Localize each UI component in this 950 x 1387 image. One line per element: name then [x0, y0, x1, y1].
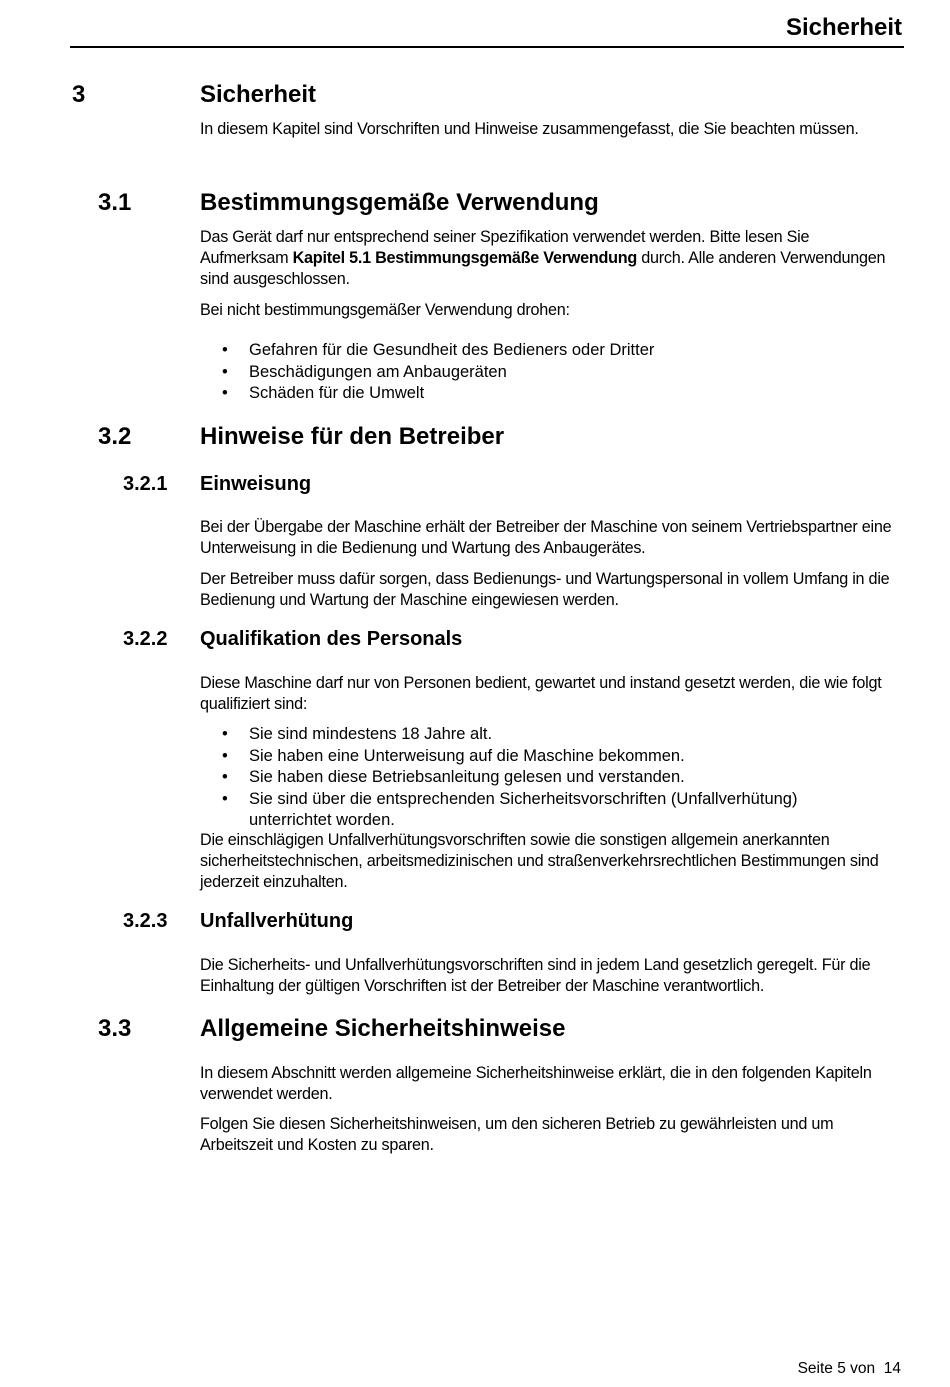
text-run: durch. Alle anderen Verwendungen sind ausgeschlossen.	[200, 248, 886, 288]
section-3-2-1-number: 3.2.1	[123, 473, 168, 495]
page-number: Seite 5 von 14	[797, 1360, 901, 1377]
section-3-2-2-title: Qualifikation des Personals	[200, 628, 463, 650]
bullet-icon: •	[222, 746, 228, 765]
list-item	[200, 362, 900, 384]
text-run: Das Gerät darf nur entsprechend seiner Spezifikation verwendet werden. Bitte lesen Sie Aufmerksam	[200, 228, 810, 267]
section-3-3-title: Allgemeine Sicherheitshinweise	[200, 1015, 566, 1042]
section-3-3-paragraph-2: Folgen Sie diesen Sicherheitshinweisen, um den sicheren Betrieb zu gewährleisten und um Arbeitszeit und Kosten zu sparen.	[200, 1115, 834, 1154]
section-3-1-list	[200, 340, 900, 405]
section-3-2-2-paragraph-2: Die einschlägigen Unfallverhütungsvorschriften sowie die sonstigen allgemein anerkannten sicherheitstechnischen, arbeitsmedizinischen und straßenverkehrsrechtlichen Bestimmungen sind jederzeit einzuhalten.	[200, 831, 879, 891]
list-item	[200, 789, 849, 832]
list-item-text: Sie haben diese Betriebsanleitung gelesen und verstanden.	[249, 768, 685, 787]
section-3-2-3-title: Unfallverhütung	[200, 910, 354, 932]
bullet-icon: •	[222, 725, 228, 743]
section-3-2-1-paragraph-1: Bei der Übergabe der Maschine erhält der Betreiber der Maschine von seinem Vertriebspartner eine Unterweisung in die Bedienung und Wartung des Anbaugerätes.	[200, 518, 892, 557]
section-3-2-2-list	[200, 724, 900, 832]
header-divider	[70, 46, 904, 48]
bullet-icon: •	[222, 789, 228, 808]
list-item	[200, 724, 900, 746]
list-item	[200, 746, 900, 768]
chapter-reference: Kapitel 5.1 Bestimmungsgemäße Verwendung	[292, 248, 638, 267]
bullet-icon: •	[222, 362, 228, 381]
list-item-text: Gefahren für die Gesundheit des Bedieners oder Dritter	[249, 341, 655, 359]
list-item	[200, 383, 900, 405]
bullet-icon: •	[222, 768, 228, 787]
section-3-1-number: 3.1	[98, 189, 132, 216]
bullet-icon: •	[222, 384, 228, 403]
section-3-3-paragraph-1: In diesem Abschnitt werden allgemeine Sicherheitshinweise erklärt, die in den folgenden Kapiteln verwendet werden.	[200, 1064, 872, 1103]
section-3-1-paragraph-2: Bei nicht bestimmungsgemäßer Verwendung drohen:	[200, 301, 570, 319]
section-3-2-title: Hinweise für den Betreiber	[200, 423, 505, 450]
list-item-text: Beschädigungen am Anbaugeräten	[249, 362, 507, 381]
chapter-intro: In diesem Kapitel sind Vorschriften und Hinweise zusammengefasst, die Sie beachten müssen.	[200, 120, 859, 138]
section-3-2-2-number: 3.2.2	[123, 628, 168, 650]
section-3-2-3-number: 3.2.3	[123, 910, 168, 932]
chapter-title: Sicherheit	[200, 81, 317, 108]
section-3-2-1-paragraph-2: Der Betreiber muss dafür sorgen, dass Bedienungs- und Wartungspersonal in vollem Umfang in die Bedienung und Wartung der Maschine eingewiesen werden.	[200, 570, 890, 609]
section-3-3-number: 3.3	[98, 1015, 132, 1042]
section-3-2-2-paragraph-1: Diese Maschine darf nur von Personen bedient, gewartet und instand gesetzt werden, die wie folgt qualifiziert sind:	[200, 674, 882, 713]
list-item	[200, 767, 900, 789]
section-3-1-paragraph-1	[200, 227, 900, 289]
bullet-icon: •	[222, 341, 228, 359]
chapter-number: 3	[72, 81, 86, 108]
list-item-text: Sie haben eine Unterweisung auf die Maschine bekommen.	[249, 746, 685, 765]
section-3-2-number: 3.2	[98, 423, 132, 450]
list-item	[200, 340, 900, 362]
section-3-2-1-title: Einweisung	[200, 473, 312, 495]
running-header-title: Sicherheit	[785, 14, 902, 41]
section-3-2-3-paragraph-1: Die Sicherheits- und Unfallverhütungsvorschriften sind in jedem Land gesetzlich geregelt. Für die Einhaltung der gültigen Vorschriften ist der Betreiber der Maschine verantwortlich.	[200, 956, 871, 995]
list-item-text: Sie sind über die entsprechenden Sicherheitsvorschriften (Unfallverhütung) unterrichtet worden.	[249, 789, 798, 830]
section-3-1-title: Bestimmungsgemäße Verwendung	[200, 189, 599, 216]
list-item-text: Schäden für die Umwelt	[249, 384, 425, 403]
list-item-text: Sie sind mindestens 18 Jahre alt.	[249, 725, 493, 743]
